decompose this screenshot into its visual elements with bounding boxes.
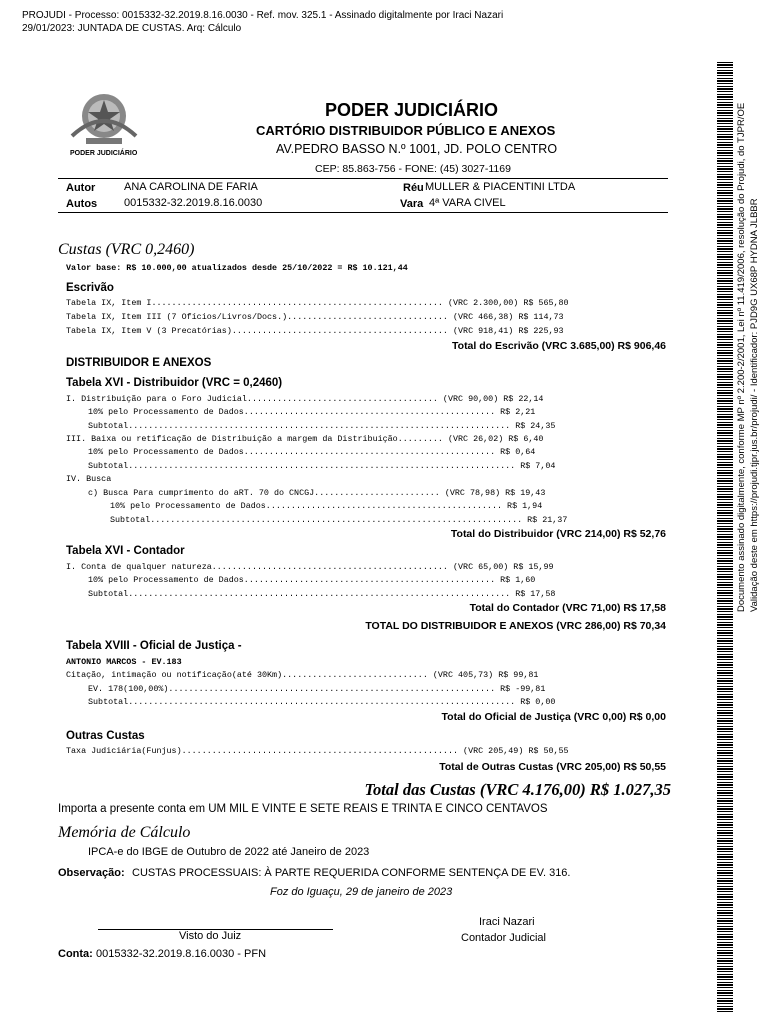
escrivao-total: Total do Escrivão (VRC 3.685,00) R$ 906,46 — [452, 340, 666, 352]
distribuidor-total: Total do Distribuidor (VRC 214,00) R$ 52,76 — [450, 528, 666, 540]
distribuidor-line: 10% pelo Processamento de Dados............................................... R$ 1,94 — [110, 501, 543, 511]
distribuidor-line: III. Baixa ou retificação de Distribuição a margem da Distribuição......... (VRC 26,02) R$ 6,40 — [66, 434, 544, 444]
distribuidor-subheading: Tabela XVI - Distribuidor (VRC = 0,2460) — [66, 377, 283, 389]
oficial-line: EV. 178(100,00%)................................................................. R$ -99,81 — [88, 684, 546, 694]
projudi-header-line1: PROJUDI - Processo: 0015332-32.2019.8.16.0030 - Ref. mov. 325.1 - Assinado digitalmente por Iraci Nazari — [22, 10, 504, 21]
distribuidor-line: Subtotal............................................................................ R$ 24,35 — [88, 421, 556, 431]
escrivao-heading: Escrivão — [66, 282, 114, 294]
oficial-total: Total do Oficial de Justiça (VRC 0,00) R$ 0,00 — [441, 711, 666, 723]
signer-name: Iraci Nazari — [479, 916, 535, 928]
distribuidor-line: Subtotal.......................................................................... R$ 21,37 — [110, 515, 568, 525]
oficial-line: Citação, intimação ou notificação(até 30Km)............................. (VRC 405,73) R$ 99,81 — [66, 670, 539, 680]
org-title: PODER JUDICIÁRIO — [325, 100, 499, 120]
distribuidor-line: Subtotal............................................................................. R$ 7,04 — [88, 461, 556, 471]
vara-label: Vara — [400, 198, 424, 210]
oficial-line: ANTONIO MARCOS - EV.183 — [66, 657, 182, 667]
contador-line: I. Conta de qualquer natureza............................................... (VRC 65,00) R$ 15,99 — [66, 562, 554, 572]
valor-base: Valor base: R$ 10.000,00 atualizados desde 25/10/2022 = R$ 10.121,44 — [66, 263, 408, 273]
autos-label: Autos — [66, 198, 98, 210]
escrivao-line: Tabela IX, Item III (7 Ofícios/Livros/Docs.)................................ (VRC 466,38) R$ 114,73 — [66, 312, 564, 322]
escrivao-line: Tabela IX, Item I.......................................................... (VRC 2.300,00) R$ 565,80 — [66, 298, 569, 308]
oficial-line: Subtotal............................................................................. R$ 0,00 — [88, 697, 556, 707]
sidebar-validation-text: Validação deste em https://projudi.tjpr.jus.br/projudi/ - Identificador: PJD9G UX68P HYDNA JLBBR — [749, 198, 760, 612]
coat-of-arms-logo — [66, 86, 142, 148]
barcode — [717, 62, 733, 1012]
judge-caption: Visto do Juiz — [179, 930, 242, 942]
escrivao-line: Tabela IX, Item V (3 Precatórias)........................................... (VRC 918,41) R$ 225,93 — [66, 326, 564, 336]
distribuidor-line: 10% pelo Processamento de Dados.................................................. R$ 0,64 — [88, 447, 536, 457]
oficial-heading: Tabela XVIII - Oficial de Justiça - — [66, 640, 242, 652]
distribuidor-line: 10% pelo Processamento de Dados.................................................. R$ 2,21 — [88, 407, 536, 417]
header-divider — [58, 178, 668, 179]
outras-line: Taxa Judiciária(Funjus)....................................................... (VRC 205,49) R$ 50,55 — [66, 746, 569, 756]
distribuidor-line: c) Busca Para cumprimento do aRT. 70 do CNCGJ......................... (VRC 78,98) R$ 19,43 — [88, 488, 546, 498]
distribuidor-line: IV. Busca — [66, 474, 112, 484]
place-date: Foz do Iguaçu, 29 de janeiro de 2023 — [270, 886, 453, 898]
outras-total: Total de Outras Custas (VRC 205,00) R$ 50,55 — [439, 761, 666, 773]
importa-text: Importa a presente conta em UM MIL E VINTE E SETE REAIS E TRINTA E CINCO CENTAVOS — [58, 803, 548, 815]
total-custas: Total das Custas (VRC 4.176,00) R$ 1.027,35 — [364, 780, 671, 799]
autos-value: 0015332-32.2019.8.16.0030 — [124, 197, 263, 209]
distribuidor-heading: DISTRIBUIDOR E ANEXOS — [66, 357, 212, 369]
memoria-title: Memória de Cálculo — [58, 824, 191, 841]
contador-heading: Tabela XVI - Contador — [66, 545, 185, 557]
memoria-text: IPCA-e do IBGE de Outubro de 2022 até Janeiro de 2023 — [88, 846, 370, 858]
conta-value: 0015332-32.2019.8.16.0030 - PFN — [96, 948, 267, 960]
distribuidor-line: I. Distribuição para o Foro Judicial...................................... (VRC 90,00) R$ 22,14 — [66, 394, 544, 404]
autor-label: Autor — [66, 182, 96, 194]
org-address: AV.PEDRO BASSO N.º 1001, JD. POLO CENTRO — [276, 142, 558, 156]
org-subtitle: CARTÓRIO DISTRIBUIDOR PÚBLICO E ANEXOS — [256, 123, 556, 138]
parties-divider — [58, 212, 668, 213]
conta-label: Conta: — [58, 948, 93, 960]
org-contact: CEP: 85.863-756 - FONE: (45) 3027-1169 — [315, 163, 511, 175]
reu-value: MULLER & PIACENTINI LTDA — [425, 181, 576, 193]
observacao-label: Observação: — [58, 867, 125, 879]
contador-line: 10% pelo Processamento de Dados.................................................. R$ 1,60 — [88, 575, 536, 585]
contador-total: Total do Contador (VRC 71,00) R$ 17,58 — [469, 602, 666, 614]
logo-caption: PODER JUDICIÁRIO — [70, 150, 138, 157]
custas-title: Custas (VRC 0,2460) — [58, 241, 195, 258]
reu-label: Réu — [403, 182, 424, 194]
observacao-text: CUSTAS PROCESSUAIS: À PARTE REQUERIDA CONFORME SENTENÇA DE EV. 316. — [132, 867, 571, 879]
contador-line: Subtotal............................................................................ R$ 17,58 — [88, 589, 556, 599]
vara-value: 4ª VARA CIVEL — [429, 197, 506, 209]
outras-heading: Outras Custas — [66, 730, 145, 742]
autor-value: ANA CAROLINA DE FARIA — [124, 181, 258, 193]
signer-role: Contador Judicial — [461, 932, 546, 944]
sidebar-signature-text: Documento assinado digitalmente, conforme MP nº 2.200-2/2001, Lei nº 11.419/2006, resolução do Projudi, do TJPR/OE — [736, 102, 747, 612]
distribuidor-anexos-grand-total: TOTAL DO DISTRIBUIDOR E ANEXOS (VRC 286,00) R$ 70,34 — [365, 620, 666, 632]
projudi-header-line2: 29/01/2023: JUNTADA DE CUSTAS. Arq: Cálculo — [22, 23, 242, 34]
